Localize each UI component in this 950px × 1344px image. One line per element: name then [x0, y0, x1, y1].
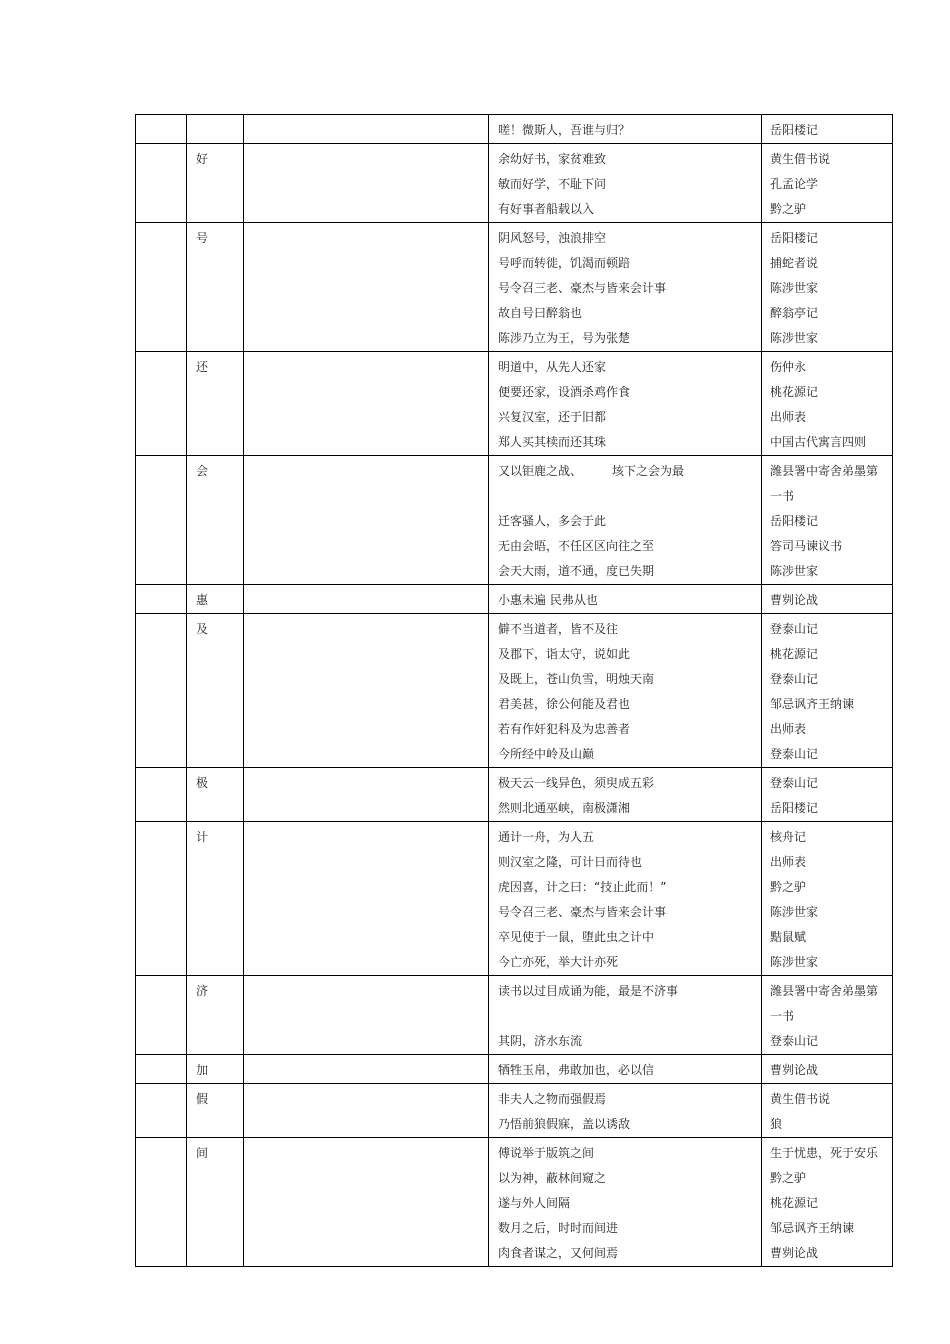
example-cell: [489, 768, 762, 822]
example-sentence: 以为神，蔽林间窥之: [498, 1171, 607, 1185]
table-row: [136, 976, 893, 1055]
example-sentence: 有好事者船载以入: [498, 202, 595, 216]
meaning-cell: [244, 822, 489, 976]
source-title: 黠鼠赋: [770, 930, 807, 944]
source-title: 登泰山记: [770, 672, 819, 686]
example-sentence: [489, 1004, 761, 1029]
example-sentence: 敏而好学，不耻下问: [498, 177, 607, 191]
table-row: [136, 115, 893, 144]
source-title: 黄生借书说: [770, 1092, 831, 1106]
source-cell: [762, 614, 893, 768]
index-cell: [136, 115, 187, 144]
source-title: 出师表: [770, 722, 807, 736]
example-sentence: 僻不当道者，皆不及往: [498, 622, 619, 636]
source-cell: [762, 1084, 893, 1138]
index-cell: [136, 456, 187, 585]
keyword: 惠: [196, 593, 209, 607]
example-sentence: [489, 484, 761, 509]
example-cell: [489, 1084, 762, 1138]
source-title: 登泰山记: [770, 1034, 819, 1048]
example-cell: [489, 614, 762, 768]
source-title: 孔孟论学: [770, 177, 819, 191]
keyword: 号: [196, 231, 209, 245]
source-title: 登泰山记: [770, 747, 819, 761]
example-sentence: 会天大雨，道不通，度已失期: [498, 564, 655, 578]
source-title: 陈涉世家: [770, 955, 819, 969]
source-title: 曹刿论战: [770, 1063, 819, 1077]
meaning-cell: [244, 1055, 489, 1084]
example-sentence: 阴风怒号，浊浪排空: [498, 231, 607, 245]
word-cell: [187, 115, 244, 144]
source-title: 一书: [770, 1009, 795, 1023]
example-sentence: 肉食者谋之，又何间焉: [498, 1246, 619, 1260]
example-cell: [489, 352, 762, 456]
example-cell: [489, 456, 762, 585]
example-sentence: 数月之后，时时而间进: [498, 1221, 619, 1235]
example-sentence: 傅说举于版筑之间: [498, 1146, 595, 1160]
keyword: 加: [196, 1063, 209, 1077]
source-title: 出师表: [770, 855, 807, 869]
meaning-cell: [244, 614, 489, 768]
example-sentence: 迁客骚人，多会于此: [498, 514, 607, 528]
example-cell: [489, 1138, 762, 1267]
source-title: 黄生借书说: [770, 152, 831, 166]
meaning-cell: [244, 223, 489, 352]
example-sentence: 虎因喜，计之曰：“技止此而！”: [498, 880, 667, 894]
source-title: 潍县署中寄舍弟墨第: [770, 464, 879, 478]
example-cell: [489, 223, 762, 352]
source-title: 曹刿论战: [770, 1246, 819, 1260]
index-cell: [136, 976, 187, 1055]
index-cell: [136, 585, 187, 614]
table-row: [136, 144, 893, 223]
example-sentence: 若有作奸犯科及为忠善者: [498, 722, 631, 736]
source-title: 答司马谏议书: [770, 539, 843, 553]
table-row: [136, 822, 893, 976]
source-title: 陈涉世家: [770, 564, 819, 578]
source-title: 潍县署中寄舍弟墨第: [770, 984, 879, 998]
example-cell: [489, 115, 762, 144]
table-row: [136, 585, 893, 614]
index-cell: [136, 614, 187, 768]
example-sentence: 小惠未遍 民弗从也: [498, 593, 598, 607]
keyword: 计: [196, 830, 209, 844]
keyword: 好: [196, 152, 209, 166]
word-cell: [187, 352, 244, 456]
word-cell: [187, 1055, 244, 1084]
source-title: 曹刿论战: [770, 593, 819, 607]
example-sentence: 则汉室之隆，可计日而待也: [498, 855, 643, 869]
example-sentence: 余幼好书，家贫难致: [498, 152, 607, 166]
example-sentence: 然则北通巫峡，南极潇湘: [498, 801, 631, 815]
table-row: [136, 768, 893, 822]
index-cell: [136, 822, 187, 976]
example-sentence: 又以钜鹿之战、 垓下之会为最: [498, 464, 685, 478]
index-cell: [136, 1055, 187, 1084]
source-title: 中国古代寓言四则: [770, 435, 867, 449]
keyword: 济: [196, 984, 209, 998]
example-cell: [489, 822, 762, 976]
word-cell: [187, 768, 244, 822]
meaning-cell: [244, 1138, 489, 1267]
word-cell: [187, 1138, 244, 1267]
vocabulary-table: [135, 114, 893, 1267]
source-title: 邹忌讽齐王纳谏: [770, 697, 855, 711]
source-title: 登泰山记: [770, 622, 819, 636]
example-sentence: 号令召三老、豪杰与皆来会计事: [498, 905, 667, 919]
meaning-cell: [244, 585, 489, 614]
source-cell: [762, 976, 893, 1055]
example-sentence: 兴复汉室，还于旧都: [498, 410, 607, 424]
word-cell: [187, 456, 244, 585]
source-title: 岳阳楼记: [770, 231, 819, 245]
example-sentence: 通计一舟，为人五: [498, 830, 595, 844]
meaning-cell: [244, 768, 489, 822]
source-title: 捕蛇者说: [770, 256, 819, 270]
table-row: [136, 1055, 893, 1084]
keyword: 假: [196, 1092, 209, 1106]
example-sentence: 郑人买其椟而还其珠: [498, 435, 607, 449]
example-sentence: 今亡亦死，举大计亦死: [498, 955, 619, 969]
source-title: 黔之驴: [770, 1171, 807, 1185]
keyword: 会: [196, 464, 209, 478]
table-row: [136, 614, 893, 768]
example-cell: [489, 976, 762, 1055]
keyword: 间: [196, 1146, 209, 1160]
keyword: 及: [196, 622, 209, 636]
example-sentence: 明道中，从先人还家: [498, 360, 607, 374]
example-sentence: 嗟！微斯人，吾谁与归？: [498, 123, 631, 137]
example-sentence: 号令召三老、豪杰与皆来会计事: [498, 281, 667, 295]
source-title: 生于忧患，死于安乐: [770, 1146, 879, 1160]
source-title: 岳阳楼记: [770, 123, 819, 137]
example-sentence: 及郡下，诣太守，说如此: [498, 647, 631, 661]
source-cell: [762, 585, 893, 614]
source-cell: [762, 1138, 893, 1267]
source-title: 陈涉世家: [770, 281, 819, 295]
source-title: 一书: [770, 489, 795, 503]
source-title: 岳阳楼记: [770, 514, 819, 528]
source-cell: [762, 768, 893, 822]
index-cell: [136, 144, 187, 223]
table-row: [136, 456, 893, 585]
source-title: 桃花源记: [770, 647, 819, 661]
word-cell: [187, 976, 244, 1055]
table-body: [136, 115, 893, 1267]
source-title: 陈涉世家: [770, 905, 819, 919]
example-sentence: 其阴，济水东流: [498, 1034, 583, 1048]
index-cell: [136, 352, 187, 456]
example-sentence: 号呼而转徙，饥渴而顿踣: [498, 256, 631, 270]
index-cell: [136, 1138, 187, 1267]
source-title: 伤仲永: [770, 360, 807, 374]
example-sentence: 乃悟前狼假寐，盖以诱敌: [498, 1117, 631, 1131]
example-sentence: 遂与外人间隔: [498, 1196, 571, 1210]
example-sentence: 极天云一线异色，须臾成五彩: [498, 776, 655, 790]
word-cell: [187, 614, 244, 768]
example-sentence: 非夫人之物而强假焉: [498, 1092, 607, 1106]
keyword: [187, 115, 243, 118]
source-title: 桃花源记: [770, 385, 819, 399]
table-row: [136, 1084, 893, 1138]
word-cell: [187, 144, 244, 223]
source-cell: [762, 144, 893, 223]
example-cell: [489, 144, 762, 223]
table-row: [136, 1138, 893, 1267]
word-cell: [187, 1084, 244, 1138]
meaning-cell: [244, 144, 489, 223]
source-title: 桃花源记: [770, 1196, 819, 1210]
keyword: 极: [196, 776, 209, 790]
meaning-cell: [244, 456, 489, 585]
example-sentence: 便要还家，设酒杀鸡作食: [498, 385, 631, 399]
source-title: 陈涉世家: [770, 331, 819, 345]
source-title: 岳阳楼记: [770, 801, 819, 815]
index-cell: [136, 1084, 187, 1138]
meaning-cell: [244, 115, 489, 144]
source-cell: [762, 223, 893, 352]
example-sentence: 读书以过目成诵为能，最是不济事: [498, 984, 679, 998]
word-cell: [187, 223, 244, 352]
source-cell: [762, 456, 893, 585]
meaning-cell: [244, 1084, 489, 1138]
index-cell: [136, 768, 187, 822]
source-title: 邹忌讽齐王纳谏: [770, 1221, 855, 1235]
meaning-cell: [244, 976, 489, 1055]
example-sentence: 无由会晤，不任区区向往之至: [498, 539, 655, 553]
example-sentence: 君美甚，徐公何能及君也: [498, 697, 631, 711]
word-cell: [187, 585, 244, 614]
table-row: [136, 223, 893, 352]
source-cell: [762, 352, 893, 456]
source-title: 黔之驴: [770, 880, 807, 894]
source-title: 醉翁亭记: [770, 306, 819, 320]
source-cell: [762, 1055, 893, 1084]
example-cell: [489, 1055, 762, 1084]
example-sentence: 卒见使于一鼠，堕此虫之计中: [498, 930, 655, 944]
meaning-cell: [244, 352, 489, 456]
index-cell: [136, 223, 187, 352]
example-sentence: 陈涉乃立为王，号为张楚: [498, 331, 631, 345]
source-cell: [762, 115, 893, 144]
table-row: [136, 352, 893, 456]
keyword: 还: [196, 360, 209, 374]
example-sentence: 牺牲玉帛，弗敢加也，必以信: [498, 1063, 655, 1077]
source-title: 登泰山记: [770, 776, 819, 790]
example-sentence: 今所经中岭及山巅: [498, 747, 595, 761]
source-title: 出师表: [770, 410, 807, 424]
source-title: 核舟记: [770, 830, 807, 844]
example-sentence: 故自号曰醉翁也: [498, 306, 583, 320]
source-cell: [762, 822, 893, 976]
source-title: 黔之驴: [770, 202, 807, 216]
example-sentence: 及既上，苍山负雪，明烛天南: [498, 672, 655, 686]
word-cell: [187, 822, 244, 976]
source-title: 狼: [770, 1117, 783, 1131]
example-cell: [489, 585, 762, 614]
